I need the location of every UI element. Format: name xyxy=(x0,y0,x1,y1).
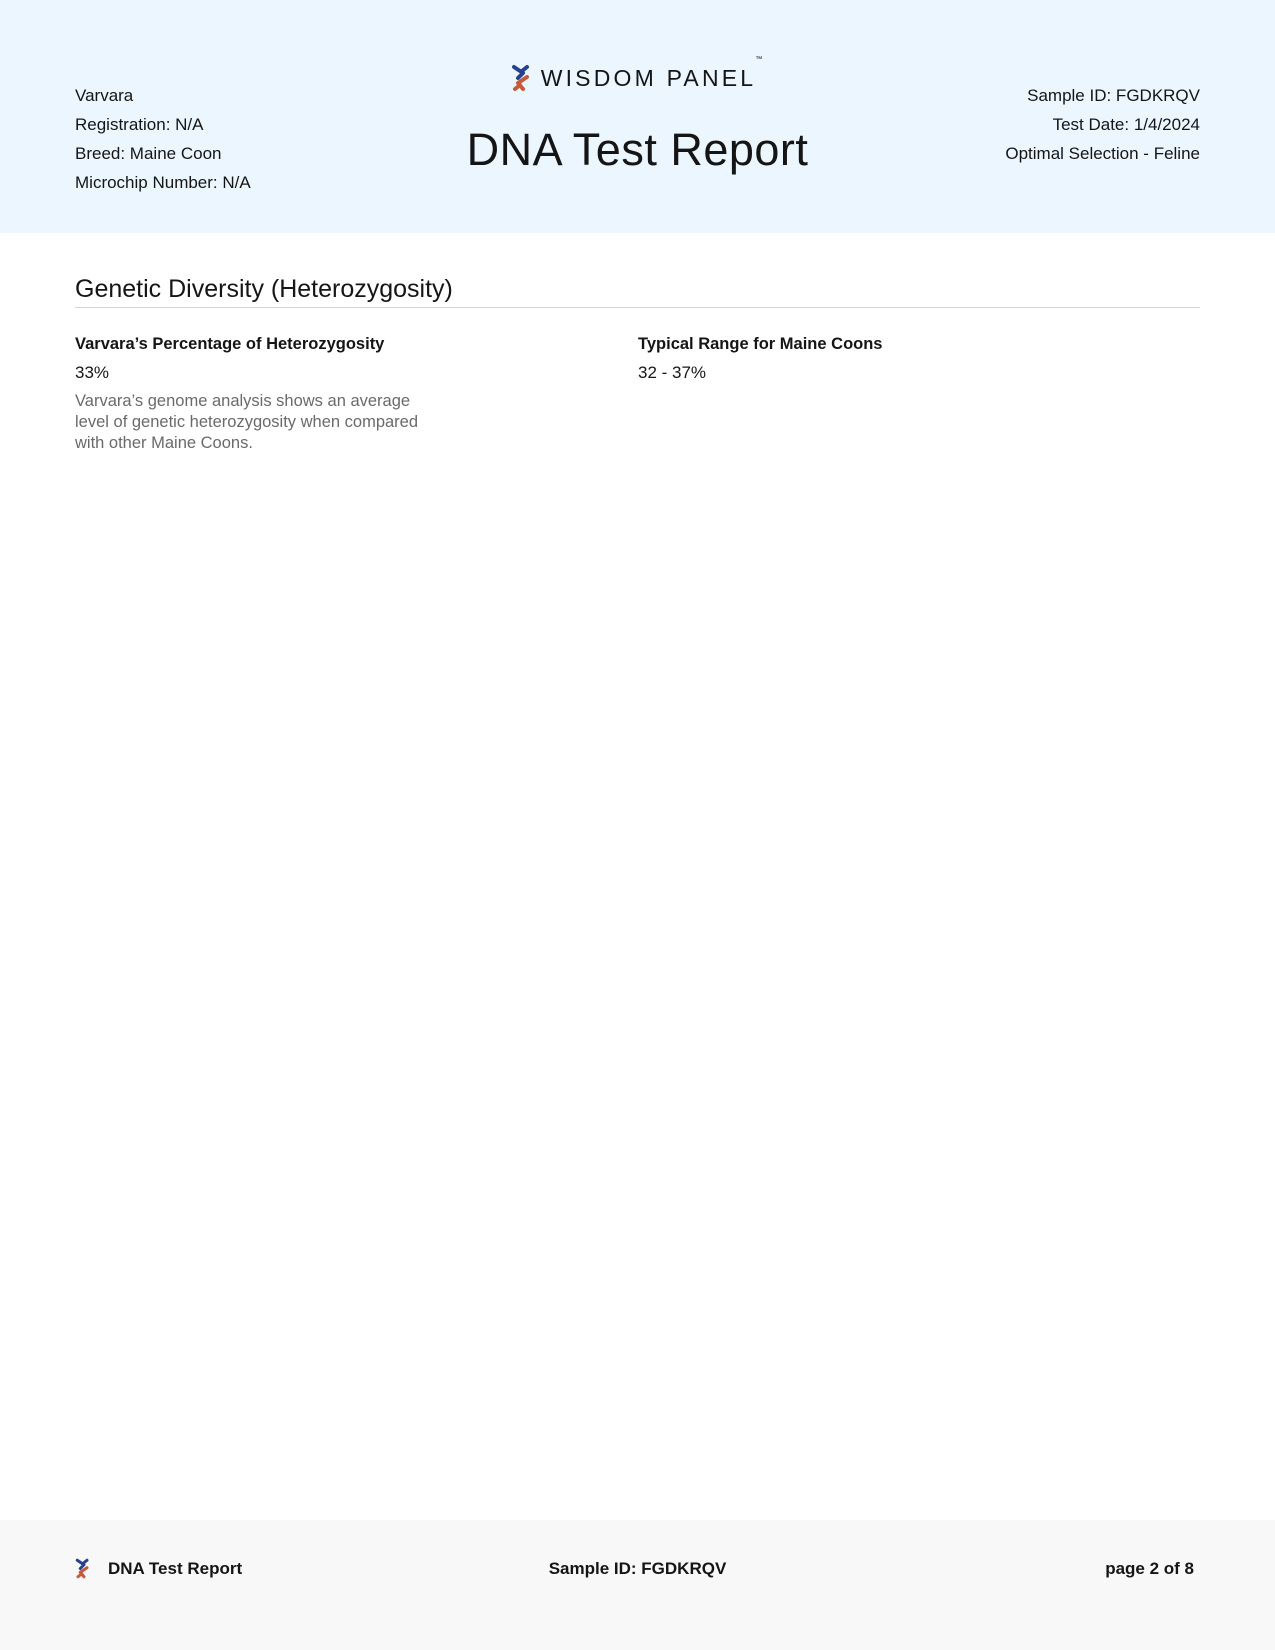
breed-typical-range xyxy=(638,333,1138,384)
brand-name: WISDOM PANEL™ xyxy=(540,55,763,91)
sample-info xyxy=(1005,81,1200,168)
typical-range-value: 32 - 37% xyxy=(638,363,707,382)
pet-breed: Breed: Maine Coon xyxy=(75,144,222,163)
pet-heterozygosity xyxy=(75,333,445,454)
sample-id: Sample ID: FGDKRQV xyxy=(1027,86,1200,105)
pet-microchip: Microchip Number: N/A xyxy=(75,173,251,192)
page-title: DNA Test Report xyxy=(466,124,809,175)
footer-sample-id: Sample ID: FGDKRQV xyxy=(548,1559,727,1578)
wisdom-panel-logo-icon xyxy=(511,64,531,92)
pet-name: Varvara xyxy=(75,86,134,105)
pet-heterozygosity-value: 33% xyxy=(75,363,110,382)
section-title: Genetic Diversity (Heterozygosity) xyxy=(75,273,1200,308)
trademark-mark: ™ xyxy=(755,55,763,63)
report-footer xyxy=(0,1520,1275,1650)
page-number: page 2 of 8 xyxy=(1105,1559,1194,1578)
typical-range-label: Typical Range for Maine Coons xyxy=(638,335,883,353)
report-header xyxy=(0,0,1275,233)
pet-heterozygosity-label: Varvara’s Percentage of Heterozygosity xyxy=(75,335,385,353)
genetic-diversity-section xyxy=(75,273,1200,452)
pet-registration: Registration: N/A xyxy=(75,115,204,134)
pet-heterozygosity-description: Varvara’s genome analysis shows an average level of genetic heterozygosity when compared with other Maine Coons. xyxy=(75,392,419,452)
test-date: Test Date: 1/4/2024 xyxy=(1052,115,1200,134)
footer-title: DNA Test Report xyxy=(108,1558,243,1578)
product-name: Optimal Selection - Feline xyxy=(1005,144,1200,163)
